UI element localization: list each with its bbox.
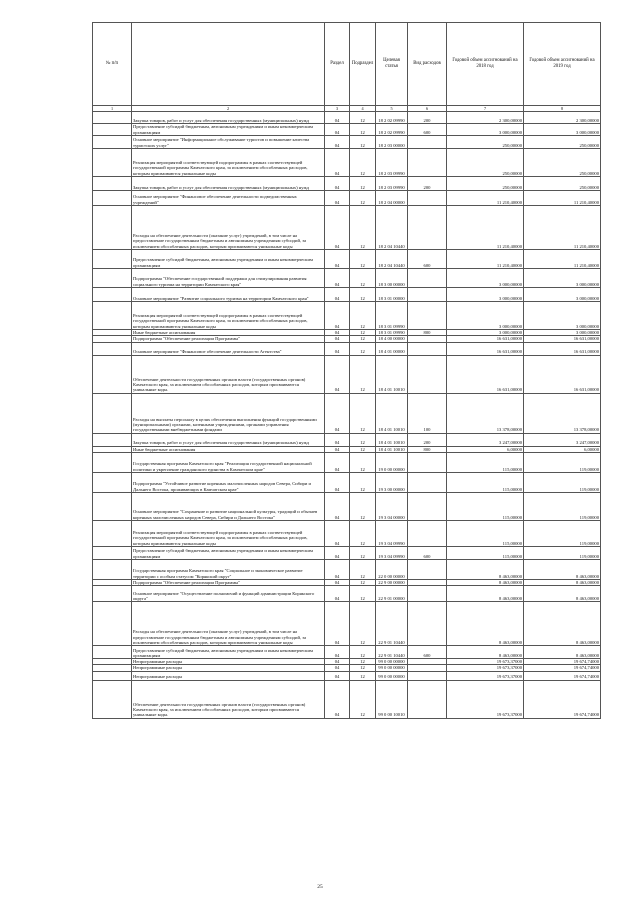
row-num-cell [93,288,132,302]
row-podrazdel-cell: 12 [350,671,376,680]
row-num-cell [93,250,132,269]
row-vr-cell: 200 [408,177,447,191]
row-csr-cell: 19 3 04 00000 [376,492,408,520]
page-number: 25 [317,884,323,890]
row-2018-cell: 19 673,37000 [447,665,524,671]
row-num-cell [93,646,132,659]
row-razdel-cell: 04 [325,136,350,149]
row-2019-cell: 119,00000 [524,472,601,492]
row-2018-cell: 11 210,40000 [447,206,524,250]
row-2019-cell: 119,00000 [524,520,601,546]
row-csr-cell: 18 2 04 00000 [376,191,408,206]
row-name-cell: Подпрограмма "Обеспечение реализации Программы" [132,579,325,585]
row-razdel-cell: 04 [325,124,350,136]
row-podrazdel-cell: 12 [350,602,376,646]
row-csr-cell: 22 9 00 00000 [376,579,408,585]
row-2019-cell: 3 000,00000 [524,330,601,336]
row-vr-cell [408,355,447,393]
row-2018-cell: 3 247,00000 [447,433,524,446]
table-row [93,433,601,446]
table-row [93,520,601,546]
row-csr-cell: 18 3 00 00000 [376,269,408,288]
row-razdel-cell: 04 [325,336,350,342]
row-num-cell [93,546,132,559]
row-podrazdel-cell: 12 [350,206,376,250]
row-podrazdel-cell: 12 [350,355,376,393]
row-podrazdel-cell: 12 [350,446,376,452]
row-name-cell: Закупка товаров, работ и услуг для обеспечения государственных (муниципальных) нужд [132,433,325,446]
row-razdel-cell: 04 [325,433,350,446]
table-row [93,269,601,288]
row-name-cell: Непрограммные расходы [132,659,325,665]
colnum-8: 8 [524,106,601,112]
row-num-cell [93,342,132,355]
row-name-cell: Обеспечение деятельности государственных органов власти (государственных органов) Камчатского края, за исключением обособленных расходов, которым присваиваются уникальные коды. [132,355,325,393]
row-num-cell [93,177,132,191]
row-2018-cell: 3 000,00000 [447,288,524,302]
row-2018-cell: 13 378,00000 [447,393,524,433]
row-podrazdel-cell: 12 [350,579,376,585]
table-header-row [93,23,601,106]
row-2018-cell: 250,00000 [447,149,524,177]
row-num-cell [93,355,132,393]
row-num-cell [93,191,132,206]
row-podrazdel-cell: 12 [350,492,376,520]
row-num-cell [93,559,132,579]
row-2018-cell: 3 000,00000 [447,302,524,330]
row-razdel-cell: 04 [325,472,350,492]
row-num-cell [93,112,132,124]
table-row [93,602,601,646]
row-vr-cell [408,520,447,546]
row-csr-cell: 22 9 01 10440 [376,646,408,659]
row-2018-cell: 19 673,37000 [447,659,524,665]
table-row [93,586,601,602]
table-row [93,112,601,124]
row-2019-cell: 3 000,00000 [524,269,601,288]
row-name-cell: Расходы на выплаты персоналу в целях обеспечения выполнения функций государственными (муниципальными) органами, казенными учреждениями, органами управления государственными внебюджетными фондами [132,393,325,433]
row-2018-cell: 8 463,00000 [447,586,524,602]
row-razdel-cell: 04 [325,579,350,585]
row-csr-cell: 18 2 03 09990 [376,149,408,177]
table-row [93,393,601,433]
row-name-cell: Реализация мероприятий соответствующей подпрограммы в рамках соответствующей государственной программы Камчатского края, за исключением обособленных расходов, которым присваиваются уникальные коды [132,149,325,177]
row-podrazdel-cell: 12 [350,586,376,602]
row-csr-cell: 22 9 01 10440 [376,602,408,646]
row-name-cell: Предоставление субсидий бюджетным, автономным учреждениям и иным некоммерческим организациям [132,646,325,659]
row-csr-cell: 99 0 00 10010 [376,680,408,718]
row-podrazdel-cell: 12 [350,646,376,659]
row-vr-cell [408,559,447,579]
row-num-cell [93,472,132,492]
row-csr-cell: 19 3 00 00000 [376,472,408,492]
row-razdel-cell: 04 [325,191,350,206]
table-row [93,671,601,680]
budget-table [92,22,601,719]
row-2018-cell: 2 300,00000 [447,112,524,124]
row-razdel-cell: 04 [325,342,350,355]
colnum-2: 2 [132,106,325,112]
row-2018-cell: 3 000,00000 [447,269,524,288]
row-podrazdel-cell: 12 [350,342,376,355]
row-csr-cell: 18 4 01 00000 [376,342,408,355]
row-2019-cell: 16 631,00000 [524,342,601,355]
row-vr-cell [408,472,447,492]
row-razdel-cell: 04 [325,302,350,330]
table-row [93,342,601,355]
row-num-cell [93,671,132,680]
row-num-cell [93,586,132,602]
row-razdel-cell: 04 [325,269,350,288]
row-num-cell [93,302,132,330]
row-razdel-cell: 04 [325,446,350,452]
table-row [93,124,601,136]
row-2018-cell: 11 210,40000 [447,250,524,269]
row-2019-cell: 8 463,00000 [524,579,601,585]
row-podrazdel-cell: 12 [350,665,376,671]
row-2019-cell: 119,00000 [524,452,601,472]
colnum-5: 5 [376,106,408,112]
row-2019-cell: 8 463,00000 [524,646,601,659]
row-csr-cell: 99 0 00 00000 [376,665,408,671]
row-2019-cell: 8 463,00000 [524,586,601,602]
row-2019-cell: 19 674,74000 [524,680,601,718]
row-2019-cell: 19 674,74000 [524,659,601,665]
row-podrazdel-cell: 12 [350,546,376,559]
row-csr-cell: 18 2 04 10440 [376,250,408,269]
row-podrazdel-cell: 12 [350,149,376,177]
row-podrazdel-cell: 12 [350,559,376,579]
row-num-cell [93,124,132,136]
row-vr-cell [408,288,447,302]
table-row [93,355,601,393]
row-name-cell: Основное мероприятие "Сохранение и развитие национальной культуры, традиций и обычаев коренных малочисленных народов Севера, Сибири и Дальнего Востока" [132,492,325,520]
row-razdel-cell: 04 [325,206,350,250]
table-row [93,646,601,659]
row-num-cell [93,269,132,288]
row-podrazdel-cell: 12 [350,520,376,546]
table-row [93,559,601,579]
colnum-4: 4 [350,106,376,112]
row-2018-cell: 3 000,00000 [447,124,524,136]
row-podrazdel-cell: 12 [350,136,376,149]
row-razdel-cell: 04 [325,177,350,191]
row-podrazdel-cell: 12 [350,124,376,136]
row-2018-cell: 115,00000 [447,472,524,492]
row-vr-cell: 200 [408,433,447,446]
row-csr-cell: 18 4 01 10010 [376,355,408,393]
row-vr-cell [408,302,447,330]
header-2018: Годовой объем ассигнований на 2018 год [447,23,524,106]
row-2019-cell: 250,00000 [524,149,601,177]
row-name-cell: Основное мероприятие "Финансовое обеспечение деятельности Агентства" [132,342,325,355]
row-csr-cell: 22 9 01 00000 [376,586,408,602]
row-csr-cell: 99 0 00 00000 [376,671,408,680]
row-csr-cell: 19 0 00 00000 [376,452,408,472]
row-podrazdel-cell: 12 [350,472,376,492]
table-row [93,546,601,559]
row-vr-cell [408,206,447,250]
row-csr-cell: 18 4 00 00000 [376,336,408,342]
row-name-cell: Подпрограмма "Обеспечение государственной поддержки для стимулирования развития социального туризма на территории Камчатского края" [132,269,325,288]
row-num-cell [93,149,132,177]
row-2019-cell: 16 631,00000 [524,336,601,342]
row-2019-cell: 19 674,74000 [524,665,601,671]
row-podrazdel-cell: 12 [350,659,376,665]
row-csr-cell: 18 4 01 10010 [376,393,408,433]
row-2018-cell: 115,00000 [447,492,524,520]
header-name [132,23,325,106]
row-vr-cell: 800 [408,330,447,336]
colnum-7: 7 [447,106,524,112]
row-csr-cell: 22 0 00 00000 [376,559,408,579]
row-vr-cell [408,269,447,288]
row-num-cell [93,136,132,149]
header-vr: Вид расходов [408,23,447,106]
row-razdel-cell: 04 [325,149,350,177]
row-csr-cell: 18 4 01 10010 [376,433,408,446]
row-csr-cell: 99 0 00 00000 [376,659,408,665]
row-name-cell: Обеспечение деятельности государственных органов власти (государственных органов) Камчатского края, за исключением обособленных расходов, которым присваиваются уникальные коды. [132,680,325,718]
table-row [93,492,601,520]
row-vr-cell: 800 [408,446,447,452]
row-vr-cell [408,680,447,718]
row-2019-cell: 3 000,00000 [524,124,601,136]
row-name-cell: Предоставление субсидий бюджетным, автономным учреждениям и иным некоммерческим организациям [132,250,325,269]
row-num-cell [93,433,132,446]
row-vr-cell [408,452,447,472]
row-name-cell: Иные бюджетные ассигнования [132,330,325,336]
row-2018-cell: 8 463,00000 [447,559,524,579]
row-vr-cell [408,586,447,602]
row-vr-cell: 600 [408,546,447,559]
table-row [93,191,601,206]
row-name-cell: Непрограммные расходы [132,665,325,671]
row-name-cell: Основное мероприятие "Осуществление полномочий и функций администрации Корякского округа" [132,586,325,602]
row-2018-cell: 16 631,00000 [447,342,524,355]
row-name-cell: Предоставление субсидий бюджетным, автономным учреждениям и иным некоммерческим организациям [132,124,325,136]
row-vr-cell: 100 [408,393,447,433]
row-razdel-cell: 04 [325,393,350,433]
header-csr: Целевая статья [376,23,408,106]
row-name-cell: Основное мероприятие "Развитие социального туризма на территории Камчатского края" [132,288,325,302]
row-podrazdel-cell: 12 [350,302,376,330]
row-csr-cell: 18 2 02 09990 [376,112,408,124]
row-razdel-cell: 04 [325,452,350,472]
row-num-cell [93,492,132,520]
row-2019-cell: 250,00000 [524,177,601,191]
row-2019-cell: 3 247,00000 [524,433,601,446]
row-2018-cell: 8 463,00000 [447,646,524,659]
row-num-cell [93,520,132,546]
row-vr-cell [408,671,447,680]
row-razdel-cell: 04 [325,250,350,269]
row-2019-cell: 19 674,74000 [524,671,601,680]
row-name-cell: Расходы на обеспечение деятельности (оказание услуг) учреждений, в том числе на предоставление государственным бюджетным и автономным учреждениям субсидий, за исключением обособленных расходов, которым присваиваются уникальные коды [132,602,325,646]
row-name-cell: Непрограммные расходы [132,671,325,680]
row-razdel-cell: 04 [325,665,350,671]
row-2018-cell: 115,00000 [447,452,524,472]
row-podrazdel-cell: 12 [350,191,376,206]
row-vr-cell: 600 [408,646,447,659]
table-row [93,206,601,250]
row-razdel-cell: 04 [325,288,350,302]
row-csr-cell: 18 2 02 09990 [376,124,408,136]
row-razdel-cell: 04 [325,659,350,665]
table-row [93,680,601,718]
row-razdel-cell: 04 [325,602,350,646]
row-csr-cell: 18 2 03 09990 [376,177,408,191]
table-row [93,177,601,191]
row-name-cell: Реализация мероприятий соответствующей подпрограммы в рамках соответствующей государственной программы Камчатского края, за исключением обособленных расходов, которым присваиваются уникальные коды [132,520,325,546]
table-row [93,288,601,302]
row-razdel-cell: 04 [325,671,350,680]
row-name-cell: Расходы на обеспечение деятельности (оказание услуг) учреждений, в том числе на предоставление государственным бюджетным и автономным учреждениям субсидий, за исключением обособленных расходов, которым присваиваются уникальные коды [132,206,325,250]
row-csr-cell: 18 3 01 09990 [376,302,408,330]
row-vr-cell: 600 [408,250,447,269]
row-num-cell [93,602,132,646]
row-podrazdel-cell: 12 [350,288,376,302]
row-2019-cell: 13 378,00000 [524,393,601,433]
row-2019-cell: 119,00000 [524,546,601,559]
row-name-cell: Реализация мероприятий соответствующей подпрограммы в рамках соответствующей государственной программы Камчатского края, за исключением обособленных расходов, которым присваиваются уникальные коды [132,302,325,330]
row-razdel-cell: 04 [325,646,350,659]
row-name-cell: Основное мероприятие "Финансовое обеспечение деятельности подведомственных учреждений" [132,191,325,206]
colnum-3: 3 [325,106,350,112]
table-row [93,250,601,269]
row-2018-cell: 8 463,00000 [447,579,524,585]
row-name-cell: Подпрограмма "Обеспечение реализации Программы" [132,336,325,342]
row-razdel-cell: 04 [325,546,350,559]
row-vr-cell [408,602,447,646]
row-csr-cell: 18 4 01 10010 [376,446,408,452]
row-2018-cell: 16 631,00000 [447,355,524,393]
row-num-cell [93,680,132,718]
row-vr-cell [408,342,447,355]
row-razdel-cell: 04 [325,355,350,393]
row-razdel-cell: 04 [325,492,350,520]
table-row [93,472,601,492]
row-2019-cell: 250,00000 [524,136,601,149]
row-num-cell [93,393,132,433]
row-csr-cell: 19 3 04 09990 [376,520,408,546]
row-podrazdel-cell: 12 [350,250,376,269]
row-2019-cell: 16 631,00000 [524,355,601,393]
table-row [93,452,601,472]
row-csr-cell: 18 2 03 00000 [376,136,408,149]
row-vr-cell: 200 [408,112,447,124]
row-num-cell [93,452,132,472]
row-2018-cell: 16 631,00000 [447,336,524,342]
row-name-cell: Основное мероприятие "Информационное обслуживание туристов и повышение качества туристских услуг" [132,136,325,149]
header-podrazdel: Подраздел [350,23,376,106]
row-2019-cell: 3 000,00000 [524,288,601,302]
row-2018-cell: 250,00000 [447,136,524,149]
row-2019-cell: 6,00000 [524,446,601,452]
row-podrazdel-cell: 12 [350,452,376,472]
row-vr-cell [408,136,447,149]
row-2018-cell: 3 000,00000 [447,330,524,336]
row-2019-cell: 3 000,00000 [524,302,601,330]
row-2019-cell: 11 210,40000 [524,250,601,269]
row-2018-cell: 6,00000 [447,446,524,452]
row-vr-cell [408,492,447,520]
row-razdel-cell: 04 [325,520,350,546]
row-2018-cell: 8 463,00000 [447,602,524,646]
row-csr-cell: 18 3 01 09990 [376,330,408,336]
row-podrazdel-cell: 12 [350,330,376,336]
row-razdel-cell: 04 [325,680,350,718]
row-2019-cell: 119,00000 [524,492,601,520]
row-2018-cell: 115,00000 [447,546,524,559]
row-podrazdel-cell: 12 [350,336,376,342]
row-razdel-cell: 04 [325,112,350,124]
row-2018-cell: 19 673,37000 [447,671,524,680]
row-csr-cell: 18 2 04 10440 [376,206,408,250]
colnum-6: 6 [408,106,447,112]
row-2019-cell: 2 300,00000 [524,112,601,124]
row-razdel-cell: 04 [325,586,350,602]
row-vr-cell [408,191,447,206]
row-2018-cell: 115,00000 [447,520,524,546]
row-podrazdel-cell: 12 [350,177,376,191]
header-num: № п/п [93,23,132,106]
row-razdel-cell: 04 [325,330,350,336]
colnum-1: 1 [93,106,132,112]
row-vr-cell [408,149,447,177]
row-csr-cell: 18 3 01 00000 [376,288,408,302]
row-name-cell: Иные бюджетные ассигнования [132,446,325,452]
table-row [93,136,601,149]
header-razdel: Раздел [325,23,350,106]
row-num-cell [93,206,132,250]
row-2019-cell: 8 463,00000 [524,602,601,646]
row-2019-cell: 11 210,40000 [524,206,601,250]
row-2019-cell: 8 463,00000 [524,559,601,579]
row-csr-cell: 19 3 04 09990 [376,546,408,559]
row-2018-cell: 250,00000 [447,177,524,191]
row-2018-cell: 19 673,37000 [447,680,524,718]
row-podrazdel-cell: 12 [350,112,376,124]
row-name-cell: Закупка товаров, работ и услуг для обеспечения государственных (муниципальных) нужд [132,112,325,124]
row-name-cell: Государственная программа Камчатского края "Социальное и экономическое развитие территории с особым статусом "Корякский округ" [132,559,325,579]
row-2018-cell: 11 210,40000 [447,191,524,206]
table-row [93,302,601,330]
row-podrazdel-cell: 12 [350,269,376,288]
row-name-cell: Государственная программа Камчатского края "Реализация государственной национальной политики и укрепление гражданского единства в Камчатском крае" [132,452,325,472]
row-name-cell: Предоставление субсидий бюджетным, автономным учреждениям и иным некоммерческим организациям [132,546,325,559]
table-row [93,149,601,177]
row-podrazdel-cell: 12 [350,393,376,433]
row-podrazdel-cell: 12 [350,680,376,718]
row-name-cell: Закупка товаров, работ и услуг для обеспечения государственных (муниципальных) нужд [132,177,325,191]
row-razdel-cell: 04 [325,559,350,579]
row-name-cell: Подпрограмма "Устойчивое развитие коренных малочисленных народов Севера, Сибири и Дальнего Востока, проживающих в Камчатском крае" [132,472,325,492]
row-2019-cell: 11 210,40000 [524,191,601,206]
row-podrazdel-cell: 12 [350,433,376,446]
row-vr-cell: 600 [408,124,447,136]
header-2019: Годовой объем ассигнований на 2019 год [524,23,601,106]
